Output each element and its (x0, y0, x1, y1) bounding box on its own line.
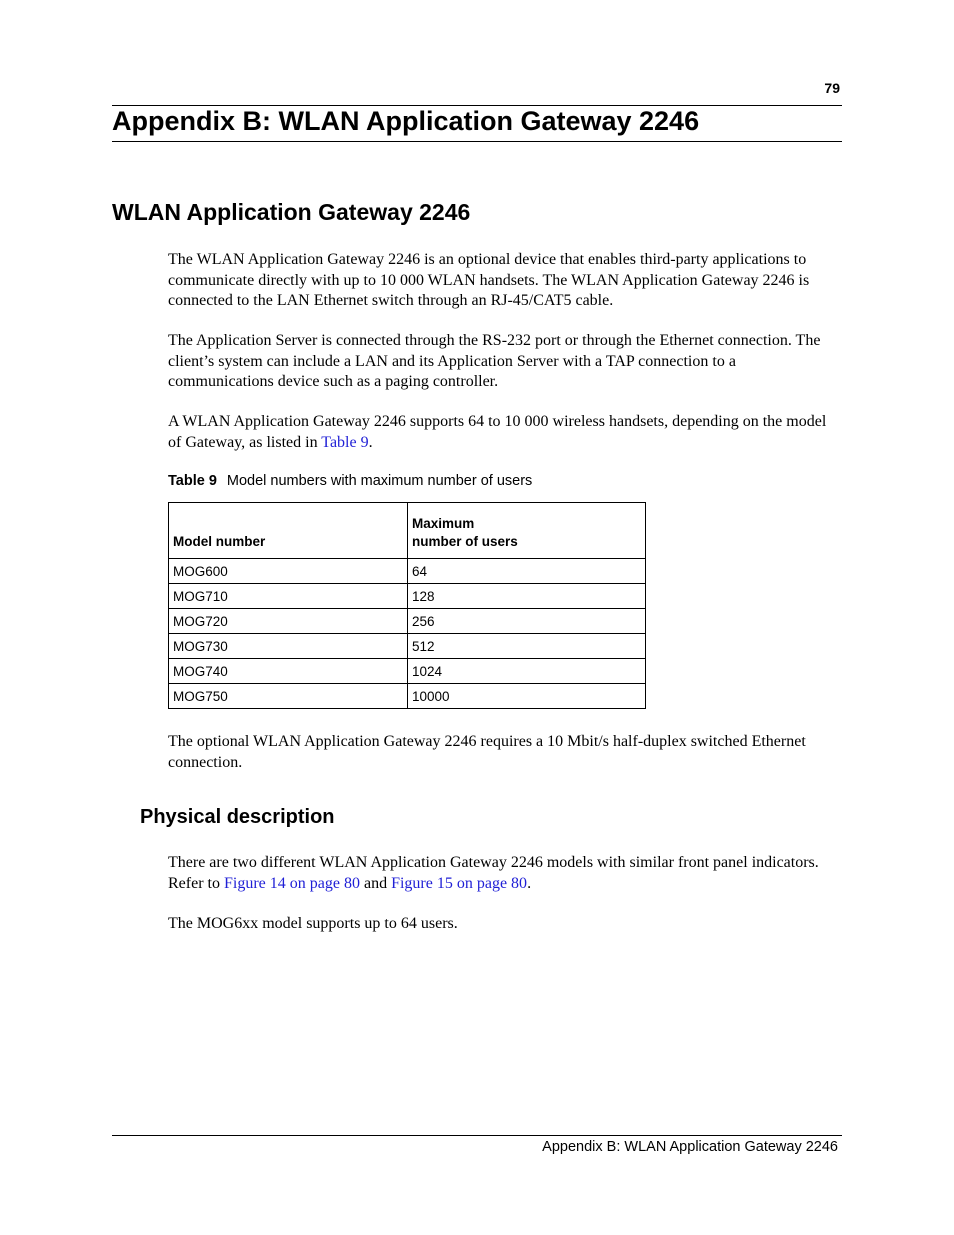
section-title: WLAN Application Gateway 2246 (112, 199, 471, 225)
users-cell: 10000 (408, 684, 646, 709)
table-row (169, 684, 646, 709)
model-cell: MOG740 (169, 659, 408, 684)
table-row (169, 609, 646, 634)
header-max-users-line2: number of users (412, 534, 518, 549)
table-9-link[interactable]: Table 9 (321, 433, 369, 451)
table-row (169, 659, 646, 684)
users-cell: 512 (408, 634, 646, 659)
paragraph-text: . (527, 874, 532, 892)
paragraph-text: There are two different WLAN Application Gateway 2246 models with similar front panel indicators. Refer to (168, 854, 819, 892)
footer-rule (112, 1135, 842, 1136)
users-cell: 64 (408, 559, 646, 584)
table-caption-number: Table 9 (168, 473, 217, 489)
paragraph-text: A WLAN Application Gateway 2246 supports 64 to 10 000 wireless handsets, depending on the model of Gateway, as listed in (168, 413, 827, 451)
table-row (169, 584, 646, 609)
model-cell: MOG720 (169, 609, 408, 634)
paragraph-text: . (368, 433, 373, 451)
users-cell: 1024 (408, 659, 646, 684)
intro-paragraph: The WLAN Application Gateway 2246 is an optional device that enables third-party applications to communicate directly with up to 10 000 WLAN handsets. The WLAN Application Gateway 2246 is connected to the LAN Ethernet switch through an RJ-45/CAT5 cable. (168, 251, 810, 309)
users-cell: 256 (408, 609, 646, 634)
table-row (169, 559, 646, 584)
footer-text: Appendix B: WLAN Application Gateway 2246 (542, 1139, 838, 1155)
table-caption (168, 473, 532, 489)
model-cell: MOG710 (169, 584, 408, 609)
paragraph-text: and (359, 874, 392, 892)
model-cell: MOG600 (169, 559, 408, 584)
header-model-number: Model number (169, 503, 408, 559)
table-row (169, 634, 646, 659)
model-users-table (168, 502, 646, 709)
ethernet-requirement-paragraph: The optional WLAN Application Gateway 2246 requires a 10 Mbit/s half-duplex switched Ethernet connection. (168, 733, 806, 771)
figure-15-link[interactable]: Figure 15 on page 80 (391, 874, 528, 892)
users-cell: 128 (408, 584, 646, 609)
figure-14-link[interactable]: Figure 14 on page 80 (223, 874, 360, 892)
model-cell: MOG730 (169, 634, 408, 659)
models-paragraph (168, 853, 842, 894)
mog6xx-paragraph: The MOG6xx model supports up to 64 users. (168, 915, 458, 932)
supported-handsets-paragraph (168, 412, 842, 453)
subsection-title: Physical description (140, 806, 335, 828)
header-max-users (408, 503, 646, 559)
table-header-row (169, 503, 646, 559)
page-number: 79 (824, 80, 840, 96)
table-caption-text: Model numbers with maximum number of users (226, 473, 533, 489)
application-server-paragraph: The Application Server is connected through the RS-232 port or through the Ethernet connection. The client’s system can include a LAN and its Application Server with a TAP connection to a communications device such as a paging controller. (168, 332, 821, 390)
header-rule-bottom (112, 141, 842, 142)
model-cell: MOG750 (169, 684, 408, 709)
chapter-title: Appendix B: WLAN Application Gateway 2246 (112, 106, 700, 136)
header-max-users-line1: Maximum (412, 516, 475, 531)
